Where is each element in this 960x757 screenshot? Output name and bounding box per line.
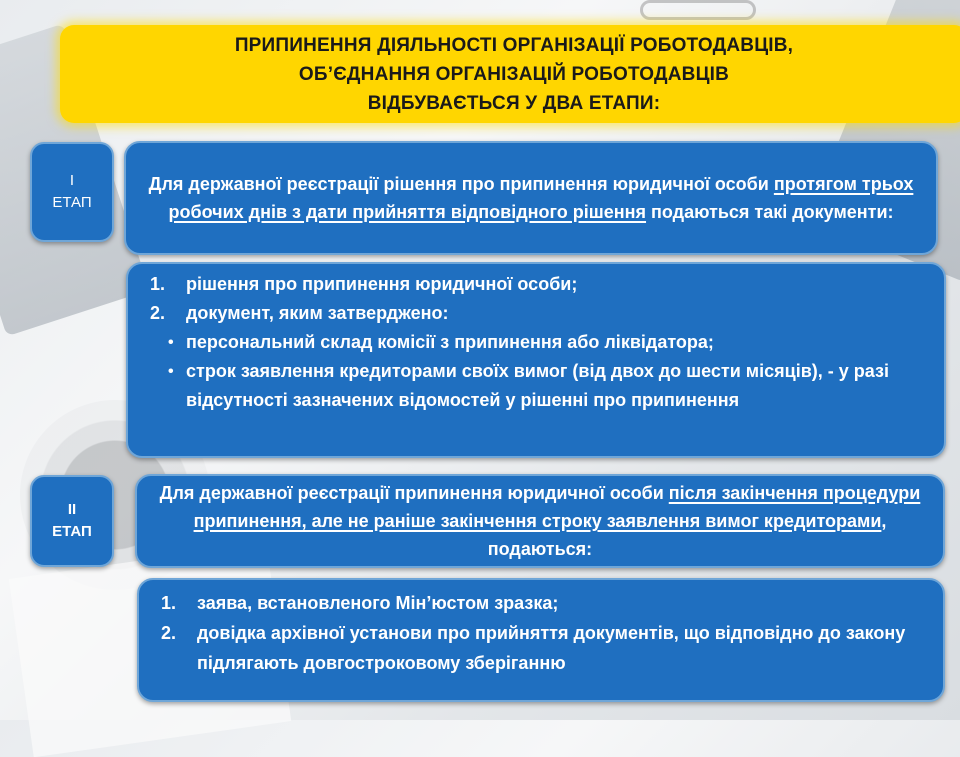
list-item-text: довідка архівної установи про прийняття документів, що відповідно до закону підлягають довгостроковому зберіганню: [197, 623, 906, 673]
stage-1-intro-deadline: протягом трьох робочих днів з дати прийняття відповідного рішення: [168, 174, 914, 222]
bullet-item-text: персональний склад комісії з припинення або ліквідатора;: [186, 332, 714, 352]
stage-2-intro-text: [155, 479, 925, 563]
page-title: ПРИПИНЕННЯ ДІЯЛЬНОСТІ ОРГАНІЗАЦІЇ РОБОТОДАВЦІВ, ОБ’ЄДНАННЯ ОРГАНІЗАЦІЙ РОБОТОДАВЦІВ ВІДБУВАЄТЬСЯ У ДВА ЕТАПИ:: [234, 34, 794, 114]
stage-2-documents-box: [137, 578, 945, 702]
list-item-number: 1.: [161, 593, 177, 613]
title-banner: [60, 25, 960, 123]
background-glasses: [640, 0, 756, 20]
bullet-item: [146, 328, 930, 357]
bullet-item: [146, 357, 930, 415]
list-item: [157, 588, 929, 618]
stage-2-numeral: ІІ: [67, 501, 77, 518]
stage-1-documents-box: [126, 262, 946, 458]
list-item: [146, 270, 930, 299]
bullet-item-text: строк заявлення кредиторами своїх вимог (від двох до шести місяців), - у разі відсутності зазначених відомостей у рішенні про припинення: [186, 361, 889, 410]
list-item: [146, 299, 930, 328]
list-item-number: 2.: [150, 303, 166, 323]
stage-1-numeral: І: [69, 172, 75, 189]
stage-2-intro-pre: Для державної реєстрації припинення юридичної особи: [159, 483, 669, 503]
stage-1-intro-post: подаються такі документи:: [646, 202, 894, 222]
stage-1-intro-text: [144, 170, 918, 226]
stage-2-label: ЕТАП: [52, 523, 92, 540]
stage-1-badge: [30, 142, 114, 242]
stage-1-label: ЕТАП: [52, 194, 92, 211]
bullet-icon: •: [168, 334, 174, 351]
stage-2-intro-post: , подаються:: [487, 511, 887, 559]
list-item: [157, 618, 929, 678]
stage-2-intro-box: [135, 474, 945, 568]
stage-1-intro-box: [124, 141, 938, 255]
list-item-text: документ, яким затверджено:: [186, 303, 449, 323]
stage-2-intro-condition: після закінчення процедури припинення, але не раніше закінчення строку заявлення вимог кредиторами: [193, 483, 921, 531]
stage-2-badge: [30, 475, 114, 567]
list-item-text: заява, встановленого Мін’юстом зразка;: [197, 593, 559, 613]
list-item-number: 2.: [161, 623, 177, 643]
list-item-text: рішення про припинення юридичної особи;: [186, 274, 578, 294]
bullet-icon: •: [168, 363, 174, 380]
list-item-number: 1.: [150, 274, 166, 294]
stage-1-intro-pre: Для державної реєстрації рішення про припинення юридичної особи: [148, 174, 774, 194]
